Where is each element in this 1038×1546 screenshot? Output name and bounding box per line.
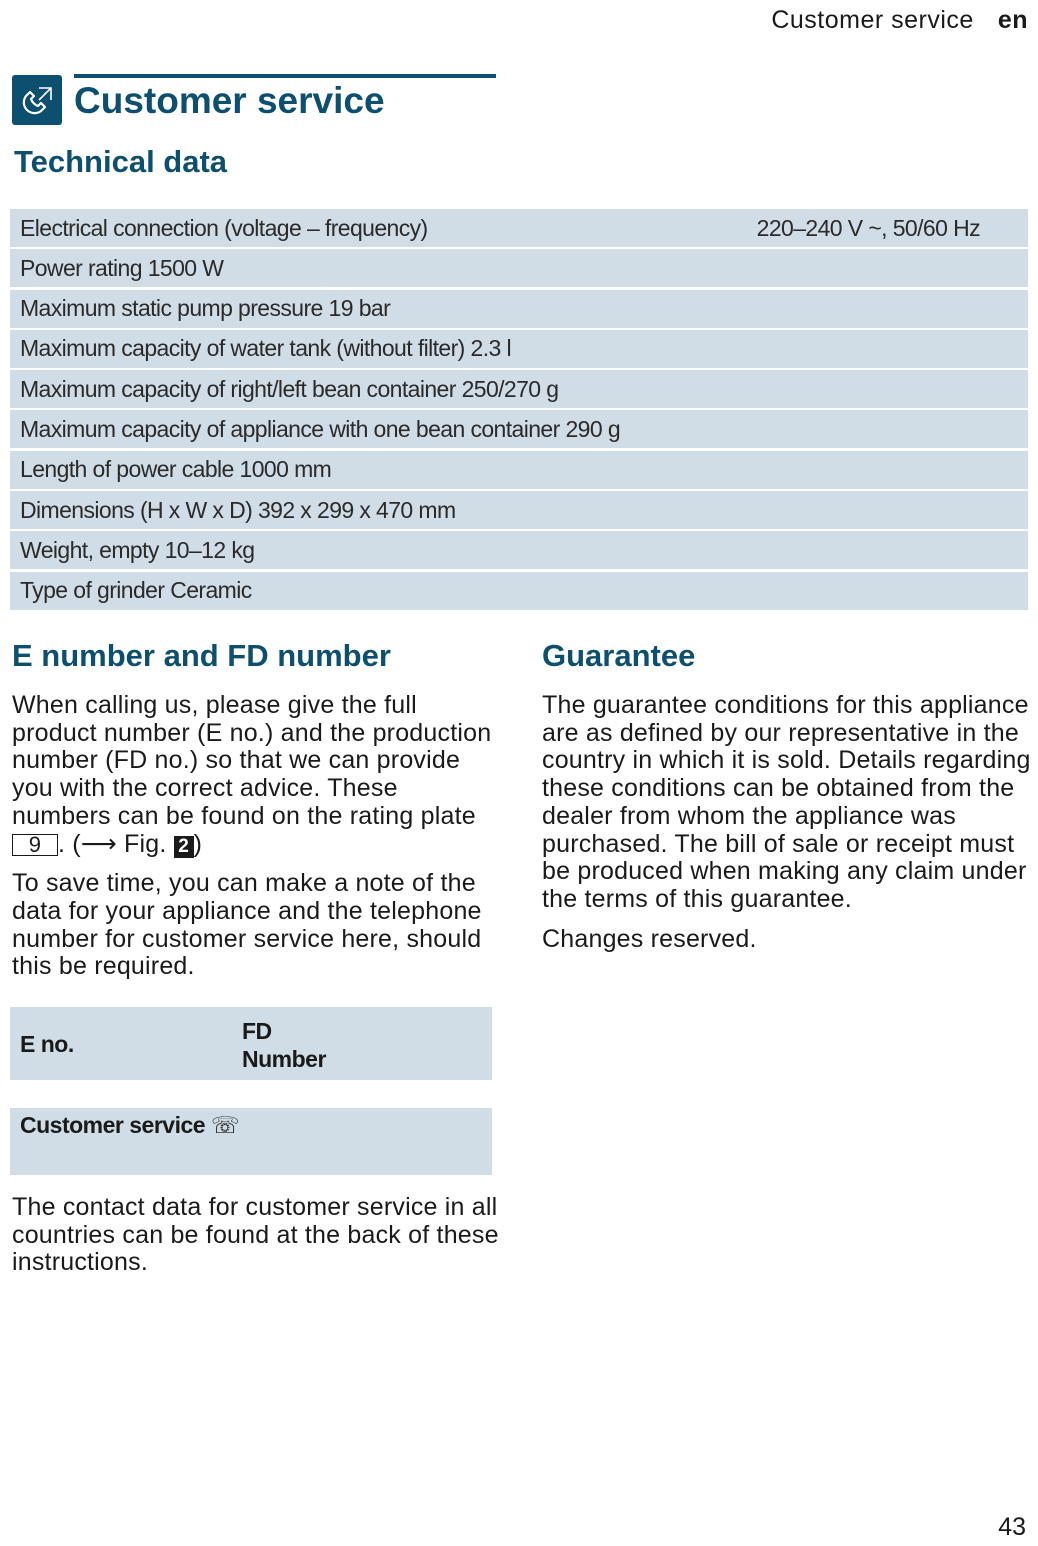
cs-label-text: Customer service	[20, 1112, 206, 1138]
enumber-section	[12, 638, 492, 993]
header-lang: en	[997, 6, 1028, 34]
table-row	[10, 531, 1028, 569]
technical-data-title: Technical data	[14, 144, 228, 179]
enumber-title: E number and FD number	[12, 638, 391, 673]
spec-label: Maximum capacity of appliance with one bean container 290 g	[20, 415, 621, 442]
table-row	[10, 249, 1028, 287]
table-row	[10, 290, 1028, 328]
table-row	[10, 491, 1028, 529]
table-row	[10, 451, 1028, 489]
fd-label	[242, 1017, 326, 1073]
header-section: Customer service	[771, 6, 974, 34]
enumber-paragraph-1	[12, 692, 492, 858]
page-number: 43	[998, 1513, 1026, 1541]
guarantee-title: Guarantee	[542, 638, 696, 673]
spec-label: Electrical connection (voltage – frequency)	[20, 214, 428, 241]
number-note-table	[10, 1007, 492, 1080]
contact-section	[12, 1194, 502, 1289]
running-header	[771, 6, 1028, 35]
table-row	[10, 410, 1028, 448]
table-row	[10, 330, 1028, 368]
telephone-icon: ☏	[210, 1112, 240, 1138]
phone-icon	[12, 75, 62, 125]
page-title: Customer service	[74, 80, 385, 121]
guarantee-paragraph-1: The guarantee conditions for this appliance are as defined by our representative in the country in which it is sold. Details regarding these conditions can be obtained from the dealer from whom the appliance was purchased. The bill of sale or receipt must be produced when making any claim under the terms of this guarantee.	[542, 691, 1031, 913]
guarantee-section	[542, 638, 1032, 965]
spec-label: Dimensions (H x W x D) 392 x 299 x 470 mm	[20, 496, 456, 523]
table-row	[10, 572, 1028, 610]
spec-label: Weight, empty 10–12 kg	[20, 536, 255, 563]
spec-label: Length of power cable 1000 mm	[20, 456, 332, 483]
enumber-p1-text: When calling us, please give the full product number (E no.) and the production number (FD no.) so that we can provide you with the correct advice. These numbers can be found on the rating plate	[12, 691, 492, 830]
fig-prefix: . (⟶ Fig.	[58, 829, 167, 858]
cs-label	[20, 1112, 239, 1139]
spec-label: Maximum capacity of water tank (without filter) 2.3 l	[20, 335, 511, 362]
spec-value: 220–240 V ~, 50/60 Hz	[756, 214, 980, 241]
customer-service-note-table	[10, 1108, 492, 1175]
eno-label: E no.	[20, 1031, 74, 1057]
spec-label: Maximum static pump pressure 19 bar	[20, 295, 391, 322]
technical-data-table	[10, 209, 1028, 612]
spec-label: Maximum capacity of right/left bean container 250/270 g	[20, 375, 559, 402]
spec-label: Power rating 1500 W	[20, 254, 224, 281]
table-row	[10, 370, 1028, 408]
guarantee-paragraph-2: Changes reserved.	[542, 924, 757, 953]
table-row	[10, 209, 1028, 247]
section-rule	[74, 74, 496, 78]
contact-paragraph: The contact data for customer service in all countries can be found at the back of these instructions.	[12, 1193, 499, 1277]
spec-label: Type of grinder Ceramic	[20, 577, 252, 604]
enumber-paragraph-2: To save time, you can make a note of the data for your appliance and the telephone number for customer service here, should this be required.	[12, 869, 482, 981]
fd-line-1: FD	[242, 1018, 272, 1044]
figure-ref: 2	[174, 836, 194, 858]
fig-close: )	[193, 829, 203, 858]
fd-line-2: Number	[242, 1046, 326, 1072]
rating-plate-ref: 9	[12, 834, 58, 856]
